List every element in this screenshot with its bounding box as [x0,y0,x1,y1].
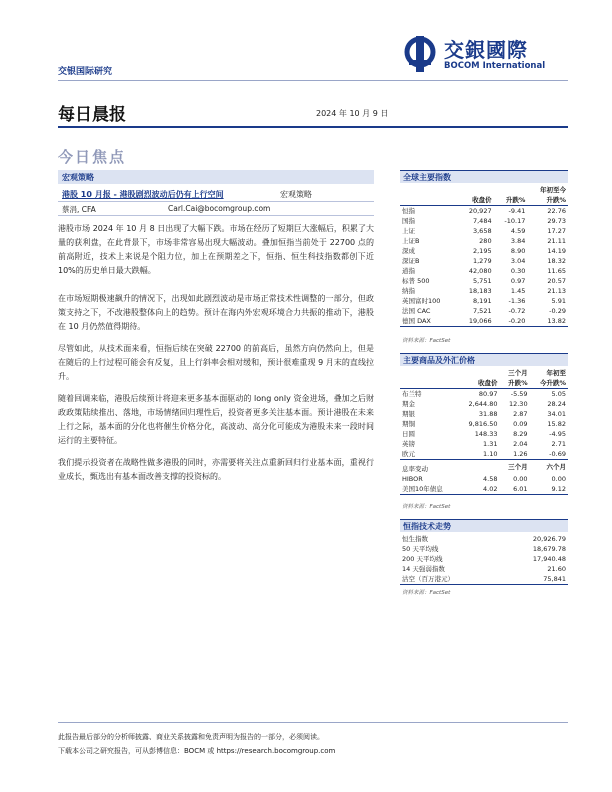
article-title-row [58,186,374,202]
commodity-row-ytd: -0.69 [530,449,568,460]
rates-col-3m: 三个月 [499,460,529,475]
rate-row-close: 4.02 [457,484,499,495]
index-row [400,266,568,276]
rate-row-name: 美国10年债息 [400,484,457,495]
commodity-row-name: 日圆 [402,430,415,438]
index-row-ytd: -0.29 [549,307,566,315]
index-row-name: 恒指 [402,207,415,215]
commodity-row-m3: 2.04 [513,440,528,448]
index-row-ytd: 20.57 [547,277,566,285]
col-3m-line1: 三个月 [508,369,528,377]
rate-row-m3: 0.00 [513,475,528,483]
report-subtitle: 今日焦点 [58,148,127,166]
technical-row-name: 200 天平均线 [402,555,443,563]
article-author-row [58,202,374,216]
col-ytd-line1: 年初至 [546,369,566,377]
rate-row [400,474,568,484]
article-email-link[interactable]: Carl.Cai@bocomgroup.com [168,204,271,213]
index-row-name: 深成 [402,247,415,255]
commodity-row-ytd: 5.05 [551,390,566,398]
commodity-row [400,429,568,439]
index-row-chg: -9.41 [508,207,526,215]
commodity-row-name: 英镑 [402,440,415,448]
index-row-name: 德国 DAX [400,316,457,327]
index-row-close: 1,279 [472,257,492,265]
technical-row-name: 14 天强弱指数 [402,565,445,573]
technical-row-value: 21.60 [547,565,566,573]
index-row-close: 5,751 [472,277,492,285]
index-row-chg: 0.97 [510,277,526,285]
global-indices-table [400,185,568,327]
technical-row [400,554,568,564]
commodities-header [400,353,568,366]
commodity-row-m3: 1.26 [499,449,529,460]
index-row-ytd: 5.91 [551,297,566,305]
col-3m-line2: 升跌% [508,379,528,387]
global-indices-source: 资料来源：FactSet [402,338,451,344]
commodity-row-close: 80.97 [478,390,498,398]
index-row-ytd: 21.11 [547,237,566,245]
index-row-close: 42,080 [468,267,492,275]
rate-row-m6: 9.12 [530,484,568,495]
global-indices-title: 全球主要指数 [403,173,451,182]
index-row-close: 20,927 [468,207,492,215]
index-row-close: 2,195 [472,247,492,255]
col-close-header: 收盘价 [457,368,499,389]
col-close-header: 收盘价 [457,185,493,206]
article-paragraph: 尽管如此，从技术面来看，恒指后续在突破 22700 的前高后，虽然方向仍然向上，但是在随后的上行过程可能会有反复，且上行斜率会相对缓和，预计很难重现 9 月末的直线拉升。 [58,344,374,381]
rates-header-row [400,460,568,475]
rate-row-m6: 0.00 [551,475,566,483]
index-row-chg: 3.04 [510,257,526,265]
index-row-name: 上证B [402,237,420,245]
index-row-name: 英国富时100 [402,297,441,305]
rate-row-close: 4.58 [483,475,498,483]
index-row-chg: 3.84 [510,237,526,245]
bocom-logo-icon [400,34,440,74]
commodity-row-name: 期金 [402,400,415,408]
commodity-row-ytd: 2.71 [551,440,566,448]
col-chg-header: 升跌% [494,185,528,206]
rate-row [400,484,568,495]
brand-label: 交银国际研究 [58,67,113,77]
article-tag: 宏观策略 [280,190,312,199]
index-row-name: 深证B [402,257,420,265]
index-row [400,286,568,296]
index-row-name: 道指 [402,267,415,275]
commodity-row-close: 148.33 [474,430,498,438]
index-row-chg: 0.30 [510,267,526,275]
technical-row-name: 恒生指数 [402,535,428,543]
commodity-row-m3: 0.09 [513,420,528,428]
commodity-row-name: 欧元 [400,449,457,460]
rates-col-6m: 六个月 [530,460,568,475]
commodity-row-m3: -5.59 [510,390,528,398]
index-row-ytd: 22.76 [547,207,566,215]
commodities-title: 主要商品及外汇价格 [403,356,475,365]
commodity-row-close: 1.10 [457,449,499,460]
commodity-row-m3: 12.30 [508,400,528,408]
commodity-row-m3: 8.29 [513,430,528,438]
col-3m-header [499,368,529,389]
index-row-ytd: 11.65 [547,267,566,275]
commodity-row [400,439,568,449]
footer-download-info: 下载本公司之研究报告，可从彭博信息：BOCM 或 https://research.bocomgroup.com [58,747,336,755]
index-row [400,206,568,217]
footer-divider [58,722,568,723]
index-row-ytd: 29.73 [547,217,566,225]
col-ytd-line1: 年初至今 [540,186,566,194]
commodity-row [400,419,568,429]
index-row-ytd: 21.13 [547,287,566,295]
report-date: 2024 年 10 月 9 日 [316,109,389,118]
index-row-ytd: 17.27 [547,227,566,235]
title-divider [58,126,568,128]
col-ytd-header [527,185,568,206]
article-paragraph: 港股市场 2024 年 10 月 8 日出现了大幅下跌。市场在经历了短期巨大涨幅后，积累了大量的获利盘，在此背景下，市场非常容易出现大幅波动。叠加恒指当前处于 22700 点的前高附近，技术上来说是个阻力位，加上在预期差之下，恒指、恒生科技指数都创下近 10%的历史单日最大跌幅。 [58,224,374,275]
commodity-row-close: 1.31 [483,440,498,448]
index-row-ytd: 18.32 [547,257,566,265]
commodity-row-name: 期铜 [402,420,415,428]
technical-row-value: 18,679.78 [532,545,566,553]
index-row-chg: -1.36 [508,297,526,305]
commodities-source: 资料来源：FactSet [402,504,451,510]
hsi-technicals-source: 资料来源：FactSet [402,590,451,596]
commodity-row-name: 期银 [402,410,415,418]
index-row [400,276,568,286]
commodity-row-close: 2,644.80 [468,400,498,408]
commodity-row-close: 9,816.50 [468,420,498,428]
index-row [400,226,568,236]
commodity-row-m3: 2.87 [513,410,528,418]
index-row-close: 18,183 [468,287,492,295]
index-row-close: 7,484 [472,217,492,225]
index-row-name: 纳指 [402,287,415,295]
table-header-row [400,368,568,389]
article-section-header [58,170,374,184]
index-row-ytd: 13.82 [527,316,568,327]
footer-disclaimer: 此报告最后部分的分析师披露、商业关系披露和免责声明为报告的一部分，必须阅读。 [58,733,324,741]
commodity-row-ytd: 34.01 [547,410,566,418]
table-header-row [400,185,568,206]
index-row-close: 19,066 [457,316,493,327]
rates-label: 息率变动 [400,460,457,475]
global-indices-header [400,170,568,183]
index-row [400,256,568,266]
commodity-row [400,399,568,409]
index-row-chg: -10.17 [504,217,526,225]
technical-row-value: 20,926.79 [532,535,566,543]
index-row-chg: 1.45 [510,287,526,295]
technical-row [400,544,568,554]
commodity-row-ytd: 15.82 [547,420,566,428]
index-row [400,306,568,316]
commodity-row-name: 布兰特 [402,390,422,398]
technical-row [400,564,568,574]
index-row-chg: -0.72 [508,307,526,315]
article-author: 蔡涓, CFA [62,205,96,214]
technical-row-value: 75,841 [501,574,568,585]
article-title-link[interactable]: 港股 10 月报 - 港股剧烈波动后仍有上行空间 [62,190,224,199]
index-row-close: 3,658 [472,227,492,235]
index-row-name: 法国 CAC [402,307,431,315]
article-section-label: 宏观策略 [62,173,94,182]
commodity-row-ytd: 28.24 [547,400,566,408]
index-row-name: 国指 [402,217,415,225]
index-row [400,296,568,306]
technical-row [400,574,568,585]
index-row-close: 280 [479,237,492,245]
article-paragraph: 在市场短期极速飙升的情况下，出现如此剧烈波动是市场正常技术性调整的一部分，但政策支持之下，不改港股整体向上的趋势。预计在海内外宏观环境合力共振的推动下，港股在 10 月仍然值得期待。 [58,294,374,331]
index-row-close: 8,191 [472,297,492,305]
index-row-name: 上证 [402,227,415,235]
col-ytd-line2: 今升跌% [539,379,566,387]
technical-row-name: 50 天平均线 [402,545,439,553]
commodity-row [400,449,568,460]
rate-row-m3: 6.01 [499,484,529,495]
col-ytd-header [530,368,568,389]
index-row-chg: 8.90 [510,247,526,255]
report-title: 每日晨报 [58,105,126,125]
index-row [400,216,568,226]
logo-english-name: BOCOM International [444,61,546,71]
technical-row-name: 沽空（百万港元） [400,574,501,585]
rate-row-name: HIBOR [402,475,423,483]
article-paragraph: 随着回调来临，港股后续预计将迎来更多基本面驱动的 long only 资金进场，叠加之后财政政策陆续推出、落地，市场情绪回归理性后，投资者更多关注基本面。预计港股在未来上行之际，基本面的分化也将催生价格分化，高波动、高分化可能成为港股未来一段时间运行的主要特征。 [58,394,374,445]
index-row [400,236,568,246]
technical-row-value: 17,940.48 [532,555,566,563]
index-row-close: 7,521 [472,307,492,315]
technical-row [400,534,568,544]
article-paragraph: 我们提示投资者在战略性做多港股的同时，亦需要将关注点重新回归行业基本面，重视行业成长，甄选出有基本面改善支撑的投资标的。 [58,458,374,481]
commodity-row-close: 31.88 [478,410,498,418]
index-row-ytd: 14.19 [547,247,566,255]
index-row-name: 标普 500 [402,277,430,285]
col-ytd-line2: 升跌% [546,196,566,204]
index-row [400,246,568,256]
commodity-row-ytd: -4.95 [549,430,566,438]
commodities-table [400,368,568,495]
hsi-technicals-header [400,519,568,532]
hsi-technicals-title: 恒指技术走势 [403,522,451,531]
bocom-logo [400,34,570,78]
index-row-chg: -0.20 [494,316,528,327]
logo-chinese-name: 交銀國際 [444,38,528,62]
commodity-row [400,409,568,419]
header-divider [58,80,568,81]
index-row [400,316,568,327]
hsi-technicals-table [400,534,568,585]
index-row-chg: 4.59 [510,227,526,235]
commodity-row [400,389,568,400]
